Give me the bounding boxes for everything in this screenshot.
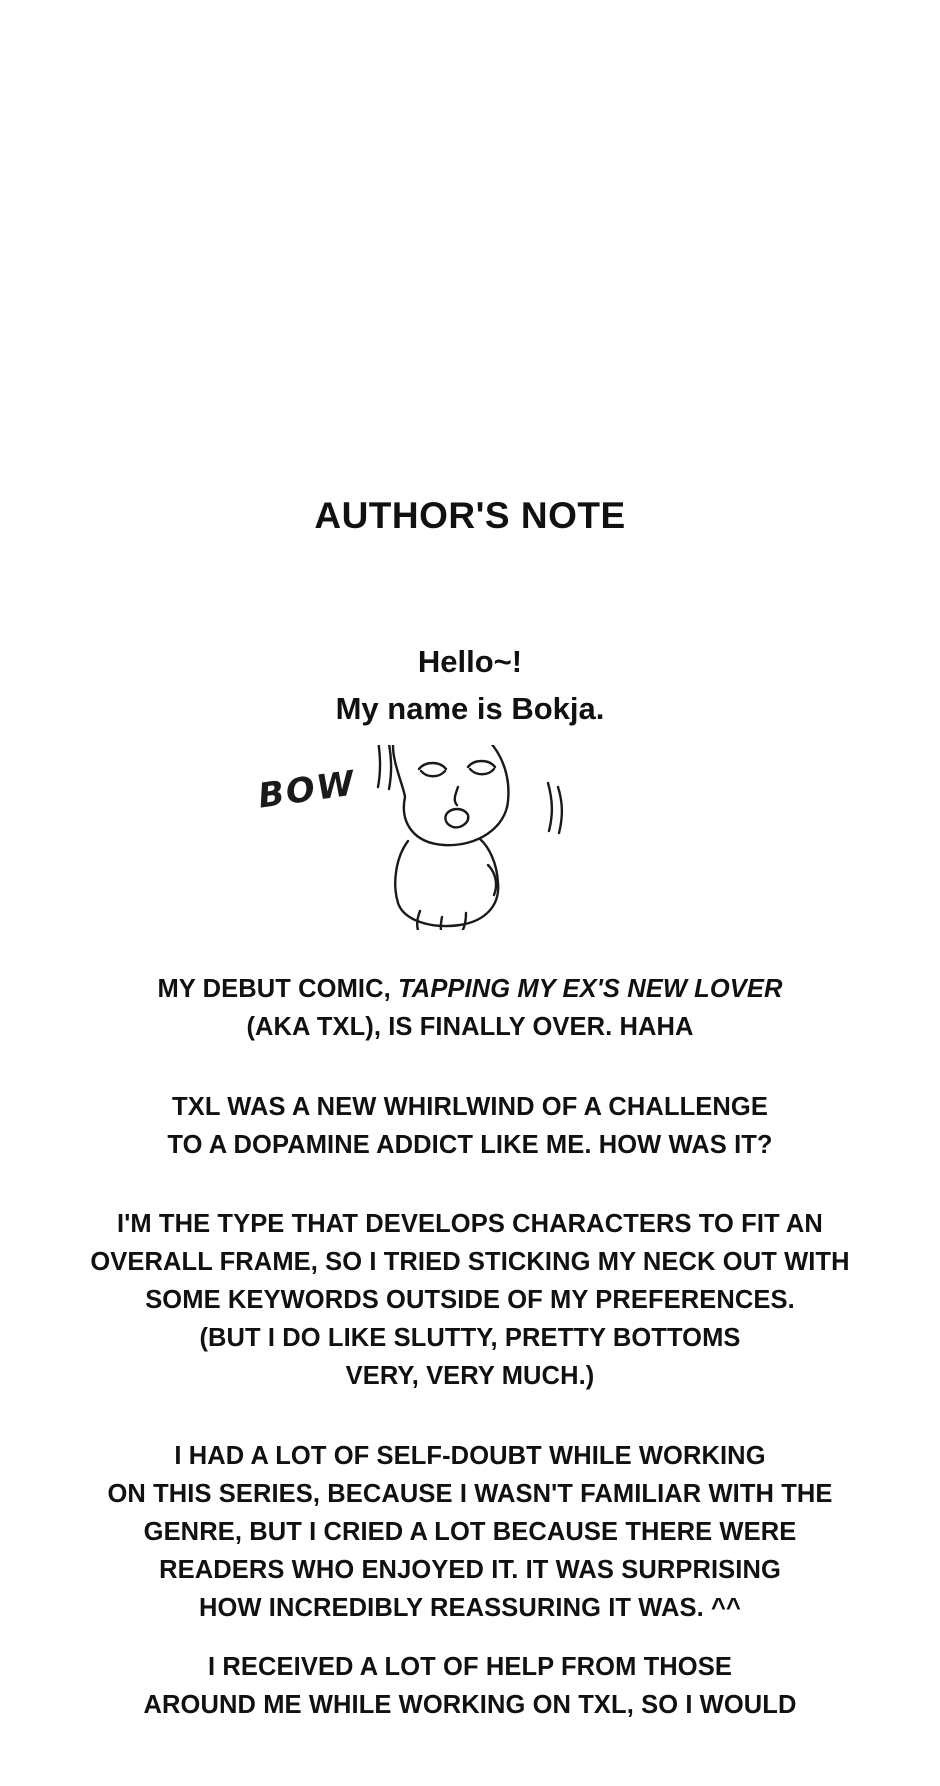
bow-sound-effect-text: BOW [255,763,359,817]
paragraph-character-development [0,1205,940,1395]
greeting-line-1: Hello~! [417,644,523,679]
paragraph-line: OVERALL FRAME, SO I TRIED STICKING MY NECK OUT WITH [90,1248,850,1276]
paragraph-line: TXL WAS A NEW WHIRLWIND OF A CHALLENGE [172,1093,768,1121]
paragraph-line: SOME KEYWORDS OUTSIDE OF MY PREFERENCES. [145,1286,795,1314]
paragraph-line: AROUND ME WHILE WORKING ON TXL, SO I WOULD [143,1691,797,1719]
paragraph-line [0,970,940,1008]
bowing-character-doodle [0,745,940,930]
paragraph-line: (BUT I DO LIKE SLUTTY, PRETTY BOTTOMS [199,1324,741,1352]
text-before-title: MY DEBUT COMIC, [157,975,399,1003]
paragraph-line: I RECEIVED A LOT OF HELP FROM THOSE [208,1653,732,1681]
paragraph-challenge [0,1088,940,1164]
paragraph-line: (AKA TXL), IS FINALLY OVER. HAHA [246,1013,694,1041]
comic-title-italic: TAPPING MY EX'S NEW LOVER [398,975,783,1003]
paragraph-debut-comic [0,970,940,1046]
paragraph-line: READERS WHO ENJOYED IT. IT WAS SURPRISING [159,1556,781,1584]
paragraph-line: I HAD A LOT OF SELF-DOUBT WHILE WORKING [174,1442,766,1470]
paragraph-line: TO A DOPAMINE ADDICT LIKE ME. HOW WAS IT? [167,1131,773,1159]
greeting-block [0,638,940,732]
paragraph-self-doubt [0,1437,940,1627]
page-title: AUTHOR'S NOTE [314,494,626,536]
greeting-line-2: My name is Bokja. [335,691,605,726]
paragraph-line: VERY, VERY MUCH.) [345,1362,595,1390]
paragraph-line: I'M THE TYPE THAT DEVELOPS CHARACTERS TO FIT AN [117,1210,823,1238]
paragraph-thanks [0,1648,940,1724]
paragraph-line: HOW INCREDIBLY REASSURING IT WAS. ^^ [198,1594,741,1622]
paragraph-line: GENRE, BUT I CRIED A LOT BECAUSE THERE WERE [143,1518,797,1546]
paragraph-line: ON THIS SERIES, BECAUSE I WASN'T FAMILIAR WITH THE [107,1480,833,1508]
